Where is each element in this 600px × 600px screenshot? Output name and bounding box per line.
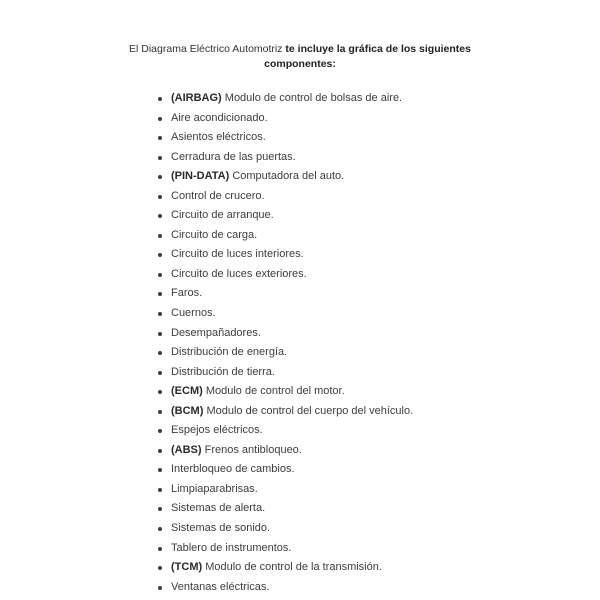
bullet-icon <box>158 449 162 453</box>
bullet-icon <box>158 547 162 551</box>
component-list-item <box>158 402 413 422</box>
component-list-item <box>158 304 413 324</box>
component-name: Faros. <box>171 287 203 300</box>
component-name: Circuito de luces exteriores. <box>171 267 307 280</box>
component-abbreviation: (BCM) <box>171 404 204 417</box>
component-list-item <box>158 284 413 304</box>
component-name: Aire acondicionado. <box>171 111 268 124</box>
component-list-item <box>158 226 413 246</box>
component-name: Control de crucero. <box>171 189 265 202</box>
component-name: Cerradura de las puertas. <box>171 150 296 163</box>
component-list-item <box>158 460 413 480</box>
bullet-icon <box>158 136 162 140</box>
bullet-icon <box>158 332 162 336</box>
component-name: Modulo de control del motor. <box>205 385 345 398</box>
component-list-item <box>158 187 413 207</box>
component-name: Circuito de carga. <box>171 228 258 241</box>
component-name: Frenos antibloqueo. <box>204 443 302 456</box>
component-name: Circuito de luces interiores. <box>171 248 304 261</box>
bullet-icon <box>158 273 162 277</box>
bullet-icon <box>158 195 162 199</box>
bullet-icon <box>158 175 162 179</box>
component-list-item <box>158 441 413 461</box>
bullet-icon <box>158 234 162 238</box>
component-name: Ventanas eléctricas. <box>171 580 270 593</box>
components-list <box>158 89 413 597</box>
component-name: Interbloqueo de cambios. <box>171 463 295 476</box>
component-list-item <box>158 109 413 129</box>
component-abbreviation: (AIRBAG) <box>171 92 222 104</box>
component-abbreviation: (TCM) <box>171 561 203 574</box>
component-name: Limpiaparabrisas. <box>171 482 258 495</box>
component-list-item <box>158 363 413 383</box>
bullet-icon <box>158 488 162 492</box>
component-list-item <box>158 128 413 148</box>
bullet-icon <box>158 507 162 511</box>
component-list-item <box>158 324 413 344</box>
bullet-icon <box>158 117 162 121</box>
component-list-item <box>158 578 413 598</box>
bullet-icon <box>158 156 162 160</box>
bullet-icon <box>158 292 162 296</box>
component-name: Sistemas de sonido. <box>171 522 271 535</box>
component-name: Circuito de arranque. <box>171 209 274 222</box>
component-abbreviation: (PIN-DATA) <box>171 170 230 183</box>
component-name: Modulo de control de bolsas de aire. <box>224 92 403 104</box>
component-abbreviation: (ABS) <box>171 443 202 456</box>
component-name: Asientos eléctricos. <box>171 131 266 144</box>
bullet-icon <box>158 351 162 355</box>
component-name: Distribución de tierra. <box>171 365 275 378</box>
component-list-item <box>158 480 413 500</box>
component-name: Modulo de control de la transmisión. <box>205 561 382 574</box>
component-list-item <box>158 382 413 402</box>
component-list-item <box>158 148 413 168</box>
component-name: Computadora del auto. <box>232 170 345 183</box>
bullet-icon <box>158 527 162 531</box>
component-name: Sistemas de alerta. <box>171 502 266 515</box>
bullet-icon <box>158 429 162 433</box>
bullet-icon <box>158 214 162 218</box>
bullet-icon <box>158 410 162 414</box>
bullet-icon <box>158 371 162 375</box>
component-name: Distribución de energía. <box>171 346 288 359</box>
component-list-item <box>158 558 413 578</box>
component-list-item <box>158 499 413 519</box>
component-list-item <box>158 265 413 285</box>
component-list-item <box>158 167 413 187</box>
component-list-item <box>158 421 413 441</box>
intro-paragraph <box>110 42 490 72</box>
component-list-item <box>158 89 413 109</box>
bullet-icon <box>158 390 162 394</box>
bullet-icon <box>158 253 162 257</box>
component-name: Espejos eléctricos. <box>171 424 263 437</box>
component-abbreviation: (ECM) <box>171 385 203 398</box>
component-list-item <box>158 206 413 226</box>
bullet-icon <box>158 97 162 101</box>
component-name: Modulo de control del cuerpo del vehículo. <box>206 404 414 417</box>
component-name: Tablero de instrumentos. <box>171 541 292 554</box>
component-list-item <box>158 519 413 539</box>
bullet-icon <box>158 586 162 590</box>
intro-prefix: El Diagrama Eléctrico Automotriz <box>129 43 286 55</box>
component-list-item <box>158 539 413 559</box>
component-list-item <box>158 245 413 265</box>
bullet-icon <box>158 566 162 570</box>
component-name: Cuernos. <box>171 307 216 320</box>
component-list-item <box>158 343 413 363</box>
bullet-icon <box>158 312 162 316</box>
intro-bold-text: te incluye la gráfica de los siguientes componentes: <box>264 43 471 70</box>
bullet-icon <box>158 468 162 472</box>
component-name: Desempañadores. <box>171 326 261 339</box>
